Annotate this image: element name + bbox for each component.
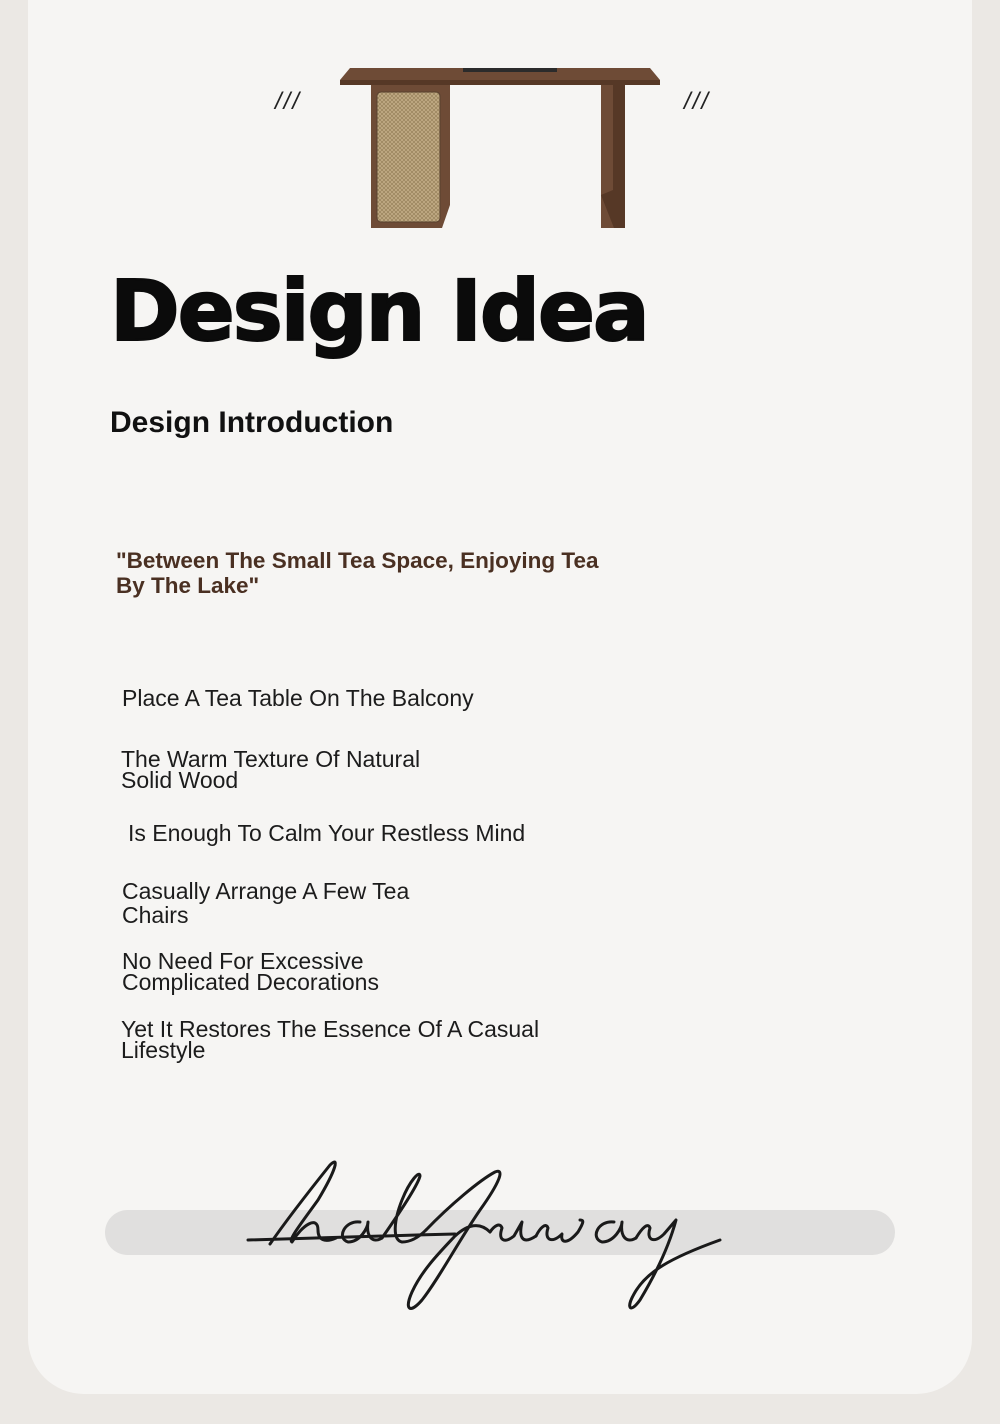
text-line: Casually Arrange A Few Tea Chairs	[122, 878, 410, 928]
page-title: Design Idea	[110, 262, 648, 360]
text-line: Place A Tea Table On The Balcony	[122, 685, 474, 711]
text-line: The Warm Texture Of Natural Solid Wood	[121, 746, 421, 793]
section-subtitle: Design Introduction	[110, 406, 394, 439]
decoration-slashes-left: ///	[275, 88, 302, 115]
signature-logo	[0, 1140, 1000, 1330]
text-line: Is Enough To Calm Your Restless Mind	[128, 820, 526, 846]
text-line: Yet It Restores The Essence Of A Casual Lifestyle	[121, 1016, 540, 1063]
tea-table-illustration	[0, 0, 1000, 240]
text-line: No Need For Excessive Complicated Decorations	[122, 948, 379, 995]
quote-text: "Between The Small Tea Space, Enjoying Tea By The Lake"	[116, 548, 599, 598]
decoration-slashes-right: ///	[684, 88, 711, 115]
